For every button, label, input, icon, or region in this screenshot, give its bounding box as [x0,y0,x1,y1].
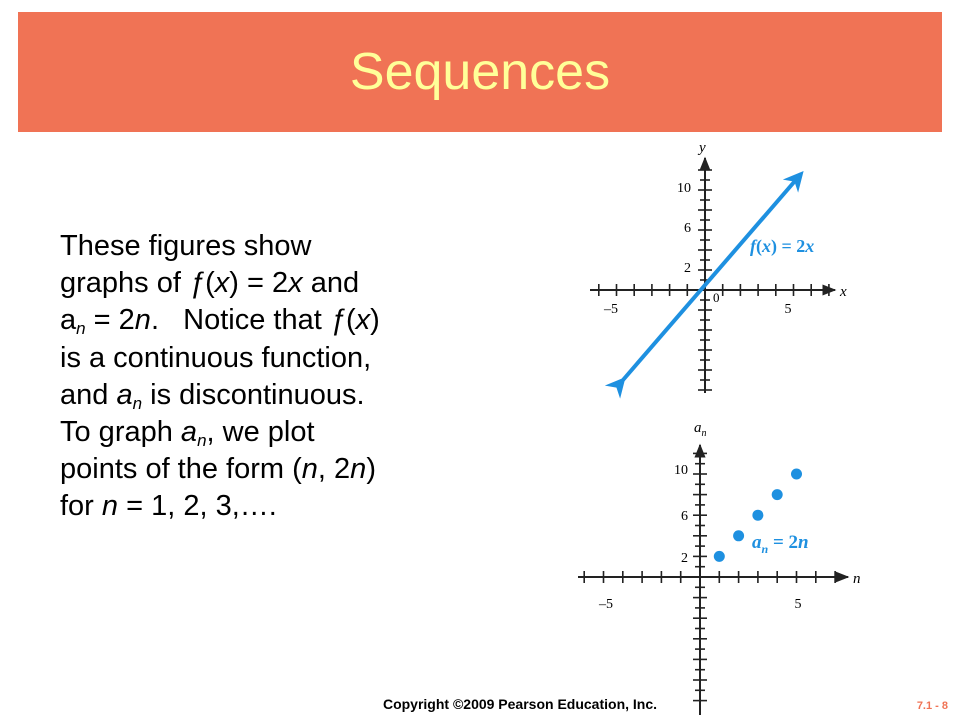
sequence-point [752,510,763,521]
title-bar [18,12,942,132]
sequence-label: $a_n = 2n$ [752,532,809,556]
continuous-function-graph [585,138,860,400]
an-x-tick-label-neg5: –5 [599,597,613,612]
fx-y-tick-label-6: 6 [684,221,691,236]
sequence-point [733,530,744,541]
text-line-6: To graph $a_n$, we plot [60,416,315,451]
fx-x-tick-label-neg5: –5 [604,302,618,317]
sequence-point [714,551,725,562]
an-x-axis-label: n [853,571,860,587]
text-line-8: for n = 1, 2, 3,…. [60,490,277,523]
text-line-4: is a continuous function, [60,341,372,374]
copyright-notice: Copyright ©2009 Pearson Education, Inc. [382,696,658,712]
sequence-point [772,489,783,500]
fx-x-tick-label-5: 5 [784,302,792,317]
body-paragraph [60,228,490,526]
fx-function-label: f(x) = 2x [750,236,815,256]
an-y-tick-label-10: 10 [674,463,688,478]
fx-x-axis-label: x [840,284,847,300]
text-line-3: $a_n = 2n$. Notice that ƒ(x) [60,304,380,339]
an-x-tick-label-5: 5 [794,597,802,612]
text-line-5: and $a_n$ is discontinuous. [60,378,365,413]
fx-function-line [623,174,801,380]
sequence-graph [570,410,860,720]
an-y-tick-label-6: 6 [681,509,688,524]
an-y-tick-label-2: 2 [681,551,688,566]
slide-number: 7.1 - 8 [916,700,948,712]
fx-y-tick-label-2: 2 [684,261,691,276]
fx-tick-marks [599,170,829,390]
fx-y-tick-label-10: 10 [677,181,691,196]
fx-y-axis-label: y [699,140,706,156]
an-y-axis-label: $a_n$ [694,420,707,439]
fx-origin-label: 0 [713,290,720,305]
slide-title: Sequences [349,43,611,101]
sequence-point [791,469,802,480]
text-line-1: These figures show [60,230,312,262]
text-line-7: points of the form (n, 2n) [60,453,376,486]
text-line-2: graphs of ƒ(x) = 2x and [60,267,360,300]
